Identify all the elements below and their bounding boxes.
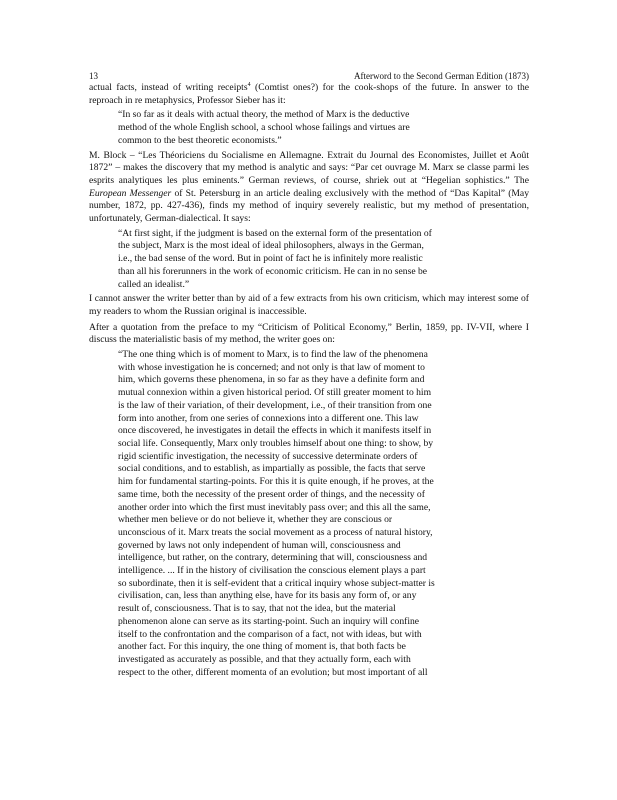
quote-line: another fact. For this inquiry, the one thing of moment is, that both facts be [118,641,406,653]
quote-line: form into another, from one series of connexions into a different one. This law [118,412,419,424]
paragraph-3: I cannot answer the writer better than by aid of a few extracts from his own criticism, which may interest some of my readers to whom the Russian original is inaccessible. [89,293,529,317]
quote-line: unconscious of it. Marx treats the social movement as a process of natural history, [118,526,433,538]
paragraph-1-text-b: (Comtist ones?) for the cook-shops of the future. In answer to the reproach in re metaphysics, Professor Sieber has it: [89,82,529,106]
quote-line: once discovered, he investigates in detail the effects in which it manifests itself in [118,425,432,437]
quote-line: the subject, Marx is the most ideal of ideal philosophers, always in the German, [118,240,424,252]
block-quote-3 [118,349,529,679]
paragraph-2 [89,150,529,226]
quote-line: whether men believe or do not believe it, whether they are conscious or [118,514,393,526]
quote-line: so subordinate, then it is self-evident that a critical inquiry whose subject-matter is [118,577,435,589]
quote-line: respect to the other, different momenta of an evolution; but most important of all [118,666,428,678]
quote-line: phenomenon alone can serve as its starting-point. Such an inquiry will confine [118,615,420,627]
paragraph-1 [89,82,529,107]
quote-line: him for fundamental starting-points. For this it is quite enough, if he proves, at the [118,476,434,488]
quote-line: social life. Consequently, Marx only troubles himself about one thing: to show, by [118,437,434,449]
quote-line: civilisation, can, less than anything else, have for its basis any form of, or any [118,590,417,602]
quote-line: intelligence. ... If in the history of civilisation the conscious element plays a part [118,565,426,577]
block-quote-2 [118,228,529,292]
paragraph-2-text-b: of St. Petersburg in an article dealing exclusively with the method of “Das Kapital” (May number, 1872, pp. 427-436), finds my method of inquiry severely realistic, but my method of presentation, unfortunately, German-dialectical. It says: [89,187,529,225]
journal-title: European Messenger [89,187,172,199]
quote-line: result of, consciousness. That is to say, that not the idea, but the material [118,603,396,615]
quote-line: rigid scientific investigation, the necessity of successive determinate orders of [118,450,418,462]
paragraph-4: After a quotation from the preface to my “Criticism of Political Economy,” Berlin, 1859, pp. IV-VII, where I discuss the materialistic basis of my method, the writer goes on: [89,321,529,346]
quote-line: mutual connexion within a given historical period. Of still greater moment to him [118,387,432,399]
quote-line: investigated as accurately as possible, and that they actually form, each with [118,653,411,665]
document-page [89,71,529,681]
quote-line: social conditions, and to establish, as impartially as possible, the facts that serve [118,463,426,475]
quote-line: with whose investigation he is concerned; and not only is that law of moment to [118,361,425,373]
quote-line: intelligence, but rather, on the contrary, determining that will, consciousness and [118,552,428,564]
quote-line: “In so far as it deals with actual theory, the method of Marx is the deductive [118,109,410,121]
quote-line: is the law of their variation, of their development, i.e., of their transition from one [118,399,432,411]
block-quote-1 [118,109,529,147]
quote-line: “At first sight, if the judgment is based on the external form of the presentation of [118,227,432,239]
paragraph-1-text-a: actual facts, instead of writing receipts [89,82,248,93]
quote-line: than all his forerunners in the work of economic criticism. He can in no sense be [118,265,428,277]
quote-line: itself to the confrontation and the comparison of a fact, not with ideas, but with [118,628,422,640]
quote-line: same time, both the necessity of the present order of things, and the necessity of [118,488,425,500]
quote-line: “The one thing which is of moment to Marx, is to find the law of the phenomena [118,349,428,361]
running-title: Afterword to the Second German Edition (1873) [354,71,529,81]
paragraph-2-text-a: M. Block – “Les Théoriciens du Socialisme en Allemagne. Extrait du Journal des Economistes, Juillet et Août 1872” – makes the discovery that my method is analytic and says: “Par cet ouvrage M. Marx se classe parmi les esprits analytiques les plus eminents.” German reviews, of course, shriek out at “Hegelian sophistics.” The [89,149,529,186]
page-header [89,71,529,82]
quote-line: common to the best theoretic economists.” [118,134,282,146]
quote-line: governed by laws not only independent of human will, consciousness and [118,539,401,551]
quote-line: i.e., the bad sense of the word. But in point of fact he is infinitely more realistic [118,253,423,265]
page-number: 13 [89,71,98,81]
quote-line: another order into which the first must inevitably pass over; and this all the same, [118,501,431,513]
quote-line: called an idealist.” [118,278,190,290]
footnote-ref[interactable]: 4 [247,81,251,88]
quote-line: him, which governs these phenomena, in so far as they have a definite form and [118,374,425,386]
quote-line: method of the whole English school, a school whose failings and virtues are [118,122,410,134]
